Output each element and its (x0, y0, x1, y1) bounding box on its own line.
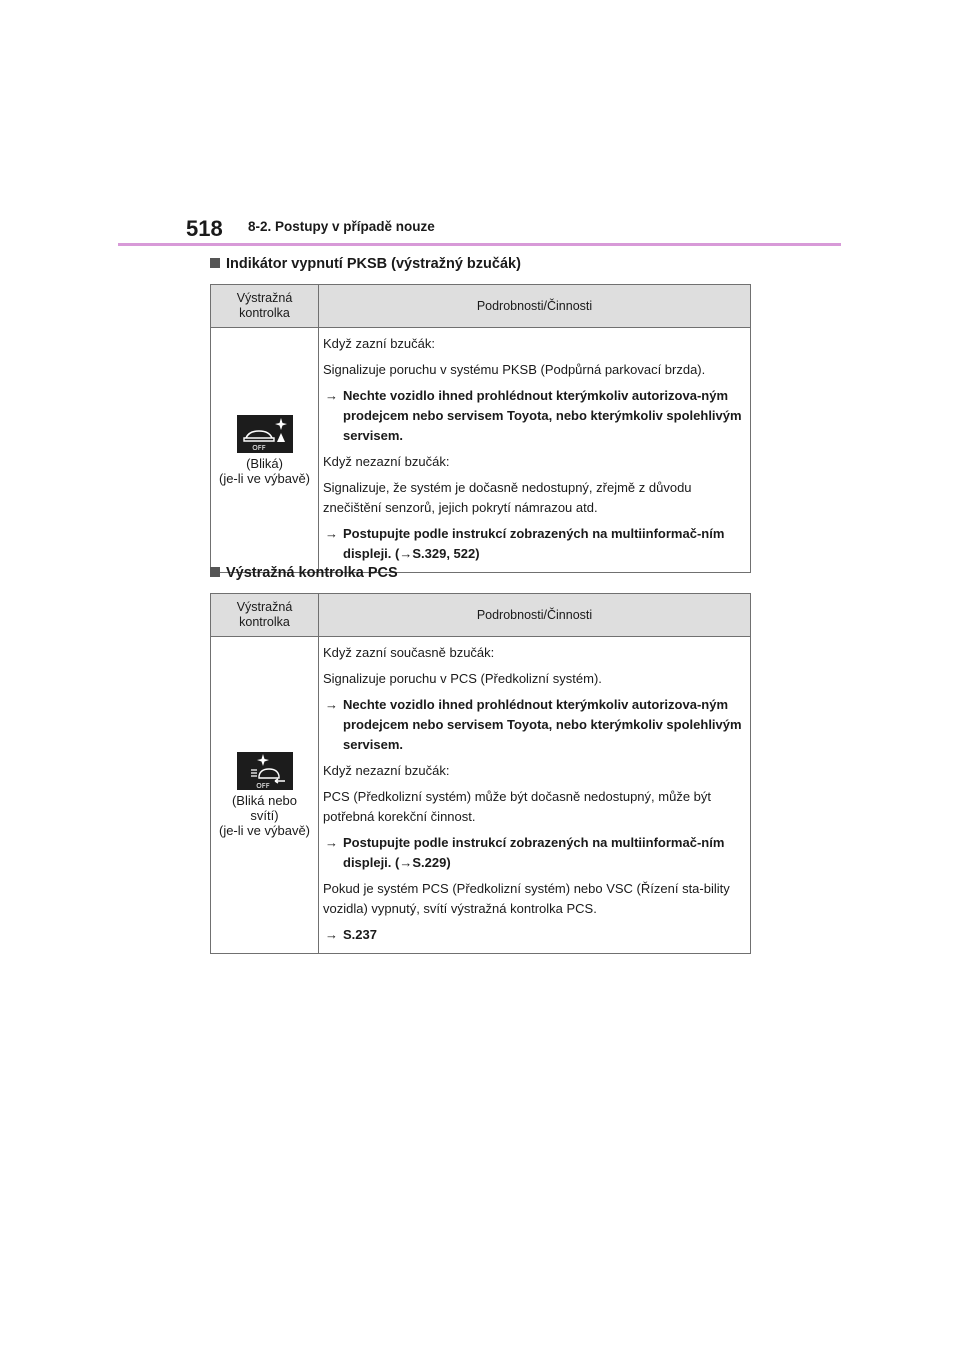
icon-caption-equipment: (je-li ve výbavě) (218, 470, 311, 486)
paragraph: Pokud je systém PCS (Předkolizní systém) nebo VSC (Řízení sta-bility vozidla) vypnutý, svítí výstražná kontrolka PCS. (323, 881, 730, 916)
arrow-icon: → (399, 855, 413, 870)
icon-caption: (Bliká nebo svítí) (231, 793, 298, 823)
square-bullet-icon (210, 258, 220, 268)
action-text: Postupujte podle instrukcí zobrazených na multiinformač-ním displeji. ( (343, 526, 725, 561)
light-cell (211, 637, 319, 954)
action-item (323, 925, 746, 945)
page-reference-link[interactable]: S.237 (343, 927, 377, 942)
action-item (323, 386, 746, 446)
pksb-heading (210, 256, 521, 272)
action-text: Postupujte podle instrukcí zobrazených na multiinformač-ním displeji. ( (343, 835, 725, 870)
paragraph: Když zazní bzučák: (323, 336, 435, 351)
paragraph: Když zazní současně bzučák: (323, 645, 495, 660)
pksb-table (210, 284, 751, 573)
action-text: Nechte vozidlo ihned prohlédnout kterýmkoliv autorizova-ným prodejcem nebo servisem Toyota, nebo kterýmkoliv spolehlivým servisem. (343, 697, 742, 752)
icon-caption-equipment: (je-li ve výbavě) (218, 823, 311, 838)
pksb-off-icon (237, 415, 293, 453)
paragraph: Když nezazní bzučák: (323, 763, 450, 778)
table-header-row (211, 285, 751, 328)
icon-caption: (Bliká) (246, 455, 283, 471)
action-item (323, 833, 746, 873)
pcs-table (210, 593, 751, 954)
paragraph: PCS (Předkolizní systém) může být dočasně nedostupný, může být potřebná korekční činnost. (323, 789, 712, 824)
details-cell (319, 637, 751, 954)
arrow-icon: → (325, 388, 338, 403)
page-reference-link[interactable]: S.329, 522) (412, 546, 480, 561)
svg-text:OFF: OFF (255, 782, 270, 790)
arrow-icon: → (325, 927, 338, 942)
paragraph: Když nezazní bzučák: (323, 454, 450, 469)
paragraph: Signalizuje, že systém je dočasně nedostupný, zřejmě z důvodu znečištění senzorů, jejich pokrytí námrazou atd. (323, 480, 692, 515)
table-header-row (211, 594, 751, 637)
arrow-icon: → (325, 835, 338, 850)
header-divider (118, 243, 841, 246)
pcs-off-icon (237, 752, 293, 790)
action-text: Nechte vozidlo ihned prohlédnout kterýmkoliv autorizova-ným prodejcem nebo servisem Toyota, nebo kterýmkoliv spolehlivým servisem. (343, 388, 742, 443)
pcs-heading-text: Výstražná kontrolka PCS (226, 565, 398, 581)
action-item (323, 524, 746, 564)
table-row (211, 637, 751, 954)
square-bullet-icon (210, 567, 220, 577)
column-header-details: Podrobnosti/Činnosti (319, 285, 751, 328)
svg-text:OFF: OFF (251, 443, 266, 452)
page-reference-link[interactable]: S.229) (412, 855, 451, 870)
column-header-light: Výstražná kontrolka (211, 594, 319, 637)
table-row (211, 328, 751, 573)
paragraph: Signalizuje poruchu v systému PKSB (Podpůrná parkovací brzda). (323, 362, 706, 377)
column-header-light: Výstražná kontrolka (211, 285, 319, 328)
light-cell (211, 328, 319, 573)
pksb-heading-text: Indikátor vypnutí PKSB (výstražný bzučák) (226, 256, 521, 272)
page-number: 518 (186, 216, 223, 241)
pcs-heading (210, 565, 398, 581)
arrow-icon: → (399, 546, 413, 561)
paragraph: Signalizuje poruchu v PCS (Předkolizní systém). (323, 671, 602, 686)
chapter-title: 8-2. Postupy v případě nouze (248, 219, 435, 234)
column-header-details: Podrobnosti/Činnosti (319, 594, 751, 637)
details-cell (319, 328, 751, 573)
arrow-icon: → (325, 526, 338, 541)
arrow-icon: → (325, 697, 338, 712)
action-item (323, 695, 746, 755)
